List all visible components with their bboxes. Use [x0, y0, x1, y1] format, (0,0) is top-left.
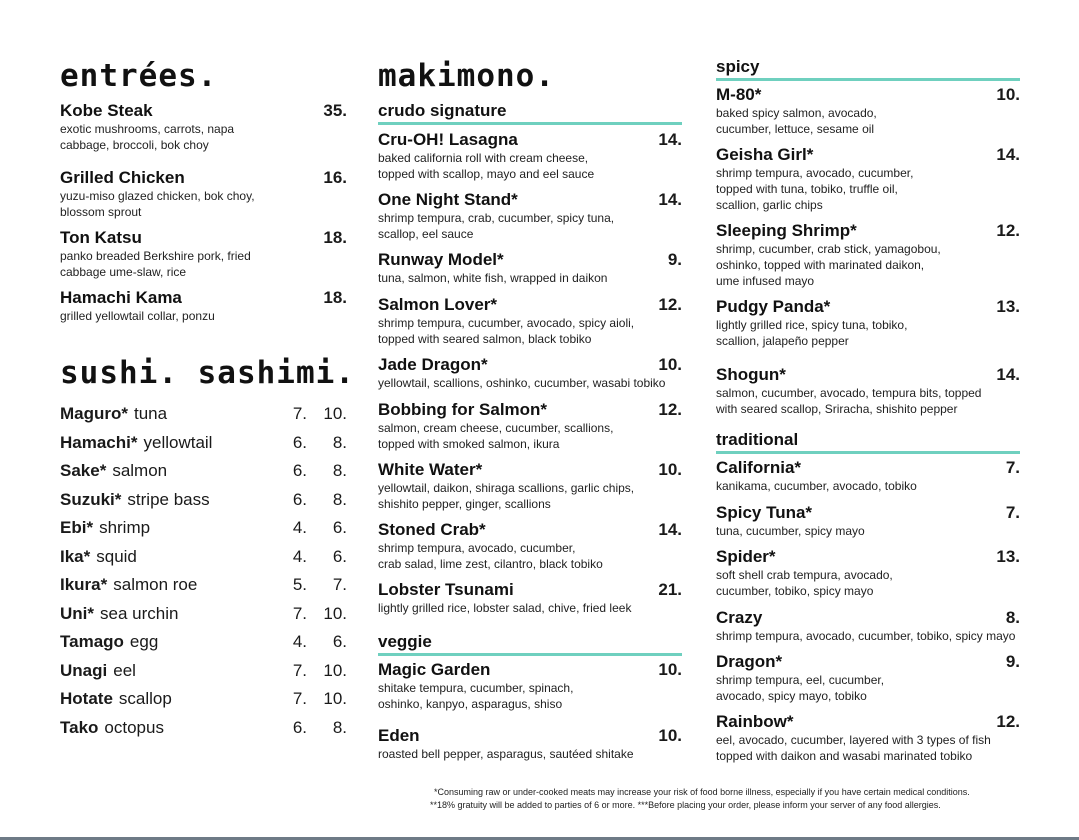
item-description: ume infused mayo: [716, 274, 815, 288]
sushi-price: 5.: [292, 575, 307, 594]
item-name: Magic Garden: [378, 660, 491, 679]
sushi-english: stripe bass: [127, 489, 210, 509]
item-description: tuna, cucumber, spicy mayo: [716, 524, 865, 538]
sushi-name: Ika*: [60, 546, 91, 566]
item-description: blossom sprout: [60, 205, 142, 219]
menu-item: [378, 295, 682, 347]
sushi-english: salmon roe: [113, 575, 198, 594]
sushi-price: 4.: [292, 518, 307, 537]
item-description: cabbage, broccoli, bok choy: [60, 138, 209, 152]
item-name: Grilled Chicken: [60, 168, 185, 187]
item-price: 10.: [658, 726, 682, 745]
sushi-name: Uni*: [60, 603, 94, 623]
item-name: Lobster Tsunami: [378, 580, 514, 599]
item-description: cabbage ume-slaw, rice: [60, 265, 187, 279]
item-price: 35.: [323, 101, 347, 120]
menu-item: [378, 520, 682, 572]
menu-item: [378, 460, 682, 512]
sushi-price: 6.: [292, 717, 307, 737]
item-description: scallop, eel sauce: [378, 227, 474, 241]
item-description: cucumber, lettuce, sesame oil: [716, 122, 875, 136]
sushi-row: [60, 717, 347, 739]
sushi-row: [60, 574, 347, 596]
item-name: One Night Stand*: [378, 190, 518, 209]
item-name: Ton Katsu: [60, 228, 142, 247]
sushi-name: Ebi*: [60, 518, 94, 537]
menu-item: [60, 168, 347, 220]
sushi-price: 6.: [292, 432, 307, 452]
sushi-name: Maguro*: [60, 404, 128, 423]
menu-item: [378, 130, 682, 182]
menu-item: [60, 288, 347, 324]
item-name: California*: [716, 458, 802, 477]
sushi-english: eel: [113, 660, 136, 680]
sushi-english: squid: [96, 546, 137, 566]
sushi-english: octopus: [104, 717, 164, 737]
item-price: 13.: [996, 297, 1020, 316]
menu-item: [716, 652, 1020, 704]
traditional-heading: traditional: [716, 431, 1020, 454]
item-description: shishito pepper, ginger, scallions: [378, 497, 551, 511]
item-price: 12.: [996, 221, 1020, 240]
item-name: Dragon*: [716, 652, 783, 671]
sushi-name: Ikura*: [60, 575, 108, 594]
item-price: 14.: [996, 145, 1020, 164]
menu-item: [716, 547, 1020, 599]
item-description: shitake tempura, cucumber, spinach,: [378, 681, 574, 695]
sushi-name: Unagi: [60, 660, 108, 680]
item-description: roasted bell pepper, asparagus, sautéed shitake: [378, 747, 634, 761]
sushi-price: 7.: [292, 689, 307, 708]
item-description: avocado, spicy mayo, tobiko: [716, 689, 867, 703]
footnotes: [430, 786, 970, 812]
sushi-price: 7.: [292, 660, 307, 680]
item-description: topped with daikon and wasabi marinated tobiko: [716, 749, 973, 763]
item-description: panko breaded Berkshire pork, fried: [60, 249, 251, 263]
sashimi-price: 10.: [323, 404, 347, 423]
item-description: shrimp tempura, eel, cucumber,: [716, 673, 885, 687]
item-name: Kobe Steak: [60, 101, 153, 120]
menu-item: [716, 221, 1020, 289]
item-description: grilled yellowtail collar, ponzu: [60, 309, 215, 323]
sushi-english: egg: [129, 632, 159, 651]
item-name: Cru-OH! Lasagna: [378, 130, 518, 149]
item-name: Bobbing for Salmon*: [378, 400, 548, 419]
sashimi-price: 8.: [332, 432, 347, 452]
item-name: Jade Dragon*: [378, 355, 488, 374]
item-price: 8.: [1005, 608, 1020, 627]
sushi-english: shrimp: [99, 518, 151, 537]
item-description: kanikama, cucumber, avocado, tobiko: [716, 479, 917, 493]
item-description: oshinko, kanpyo, asparagus, shiso: [378, 697, 563, 711]
item-name: Runway Model*: [378, 250, 504, 269]
item-description: soft shell crab tempura, avocado,: [716, 568, 893, 582]
sushi-name: Sake*: [60, 461, 107, 480]
crudo-signature-heading: crudo signature: [378, 102, 682, 125]
sushi-price: 4.: [292, 546, 307, 566]
item-name: Geisha Girl*: [716, 145, 814, 164]
veggie-heading: veggie: [378, 633, 682, 656]
sushi-row: [60, 603, 347, 625]
sushi-price: 6.: [292, 461, 307, 480]
menu-item: [60, 228, 347, 280]
sushi-english: yellowtail: [143, 432, 213, 452]
item-description: shrimp tempura, avocado, cucumber,: [716, 166, 914, 180]
item-name: M-80*: [716, 85, 762, 104]
item-price: 14.: [658, 130, 682, 149]
item-price: 10.: [658, 355, 682, 374]
sushi-price: 4.: [292, 632, 307, 651]
item-price: 10.: [996, 85, 1020, 104]
sushi-price: 6.: [292, 489, 307, 509]
item-description: crab salad, lime zest, cilantro, black tobiko: [378, 557, 603, 571]
item-description: lightly grilled rice, spicy tuna, tobiko,: [716, 318, 908, 332]
menu-item: [716, 608, 1020, 644]
menu-item: [716, 297, 1020, 349]
item-price: 10.: [658, 460, 682, 479]
item-name: Rainbow*: [716, 712, 794, 731]
item-name: Pudgy Panda*: [716, 297, 831, 316]
item-name: Shogun*: [716, 365, 786, 384]
item-description: baked spicy salmon, avocado,: [716, 106, 877, 120]
sushi-row: [60, 403, 347, 425]
item-name: Hamachi Kama: [60, 288, 182, 307]
sushi-sashimi-title: sushi. sashimi.: [60, 355, 355, 391]
menu-item: [378, 190, 682, 242]
item-price: 21.: [658, 580, 682, 599]
sushi-row: [60, 631, 347, 653]
menu-item: [716, 712, 1020, 764]
item-price: 12.: [658, 400, 682, 419]
sashimi-price: 10.: [323, 603, 347, 623]
item-description: shrimp tempura, crab, cucumber, spicy tuna,: [378, 211, 615, 225]
item-name: Crazy: [716, 608, 763, 627]
item-price: 9.: [667, 250, 682, 269]
item-price: 14.: [658, 190, 682, 209]
menu-item: [716, 85, 1020, 137]
menu-item: [378, 250, 682, 286]
item-description: cucumber, tobiko, spicy mayo: [716, 584, 874, 598]
sashimi-price: 10.: [323, 660, 347, 680]
sushi-english: sea urchin: [100, 603, 179, 623]
sushi-row: [60, 546, 347, 568]
sashimi-price: 8.: [332, 489, 347, 509]
makimono-title: makimono.: [378, 58, 555, 94]
footnote-gratuity-allergy: **18% gratuity will be added to parties of 6 or more. ***Before placing your order, please inform your server of any food allergies.: [430, 800, 941, 810]
item-price: 12.: [996, 712, 1020, 731]
item-name: Spider*: [716, 547, 776, 566]
item-description: exotic mushrooms, carrots, napa: [60, 122, 235, 136]
sushi-name: Tamago: [60, 632, 124, 651]
menu-item: [716, 458, 1020, 494]
sushi-row: [60, 660, 347, 682]
item-description: eel, avocado, cucumber, layered with 3 types of fish: [716, 733, 991, 747]
sushi-name: Tako: [60, 717, 99, 737]
item-price: 7.: [1005, 458, 1020, 477]
item-price: 13.: [996, 547, 1020, 566]
item-description: yellowtail, scallions, oshinko, cucumber, wasabi tobiko: [378, 376, 666, 390]
menu-item: [378, 660, 682, 712]
menu-item: [716, 365, 1020, 417]
item-price: 18.: [323, 288, 347, 307]
entrees-title: entrées.: [60, 58, 218, 94]
item-price: 9.: [1005, 652, 1020, 671]
item-price: 7.: [1005, 503, 1020, 522]
sashimi-price: 8.: [332, 717, 347, 737]
item-name: White Water*: [378, 460, 483, 479]
item-description: yellowtail, daikon, shiraga scallions, garlic chips,: [378, 481, 635, 495]
item-description: with seared scallop, Sriracha, shishito pepper: [716, 402, 958, 416]
item-description: topped with scallop, mayo and eel sauce: [378, 167, 595, 181]
item-description: salmon, cucumber, avocado, tempura bits, topped: [716, 386, 982, 400]
sushi-english: salmon: [112, 461, 168, 480]
sushi-row: [60, 432, 347, 454]
sashimi-price: 10.: [323, 689, 347, 708]
item-description: tuna, salmon, white fish, wrapped in daikon: [378, 271, 608, 285]
item-description: shrimp, cucumber, crab stick, yamagobou,: [716, 242, 941, 256]
menu-item: [60, 101, 347, 153]
item-description: topped with seared salmon, black tobiko: [378, 332, 592, 346]
sushi-row: [60, 489, 347, 511]
menu-item: [378, 726, 682, 762]
menu-item: [716, 503, 1020, 539]
item-description: scallion, jalapeño pepper: [716, 334, 849, 348]
sashimi-price: 7.: [332, 575, 347, 594]
sushi-name: Hamachi*: [60, 432, 138, 452]
item-description: scallion, garlic chips: [716, 198, 823, 212]
item-description: topped with tuna, tobiko, truffle oil,: [716, 182, 898, 196]
menu-item: [378, 580, 682, 616]
sushi-english: scallop: [118, 689, 172, 708]
item-price: 14.: [996, 365, 1020, 384]
sushi-english: tuna: [134, 404, 168, 423]
item-name: Eden: [378, 726, 420, 745]
item-name: Sleeping Shrimp*: [716, 221, 857, 240]
sashimi-price: 6.: [332, 632, 347, 651]
sushi-price: 7.: [292, 603, 307, 623]
item-description: shrimp tempura, cucumber, avocado, spicy aioli,: [378, 316, 635, 330]
sushi-name: Suzuki*: [60, 489, 122, 509]
item-description: topped with smoked salmon, ikura: [378, 437, 560, 451]
menu-item: [378, 355, 682, 391]
item-description: shrimp tempura, avocado, cucumber, tobiko, spicy mayo: [716, 629, 1016, 643]
sushi-price: 7.: [292, 404, 307, 423]
menu-item: [716, 145, 1020, 213]
item-description: oshinko, topped with marinated daikon,: [716, 258, 925, 272]
sushi-row: [60, 517, 347, 539]
item-price: 10.: [658, 660, 682, 679]
sashimi-price: 6.: [332, 518, 347, 537]
footnote-raw-warning: *Consuming raw or under-cooked meats may increase your risk of food borne illness, especially if you have certain medical conditions.: [434, 787, 970, 797]
item-price: 12.: [658, 295, 682, 314]
sashimi-price: 8.: [332, 461, 347, 480]
sushi-name: Hotate: [60, 689, 113, 708]
item-name: Spicy Tuna*: [716, 503, 813, 522]
item-price: 18.: [323, 228, 347, 247]
sushi-row: [60, 460, 347, 482]
item-description: yuzu-miso glazed chicken, bok choy,: [60, 189, 255, 203]
item-description: salmon, cream cheese, cucumber, scallions,: [378, 421, 614, 435]
sashimi-price: 6.: [332, 546, 347, 566]
item-description: baked california roll with cream cheese,: [378, 151, 589, 165]
item-name: Stoned Crab*: [378, 520, 486, 539]
item-description: shrimp tempura, avocado, cucumber,: [378, 541, 576, 555]
item-price: 14.: [658, 520, 682, 539]
sushi-row: [60, 688, 347, 710]
menu-item: [378, 400, 682, 452]
spicy-heading: spicy: [716, 58, 1020, 81]
item-description: lightly grilled rice, lobster salad, chive, fried leek: [378, 601, 632, 615]
item-name: Salmon Lover*: [378, 295, 498, 314]
item-price: 16.: [323, 168, 347, 187]
